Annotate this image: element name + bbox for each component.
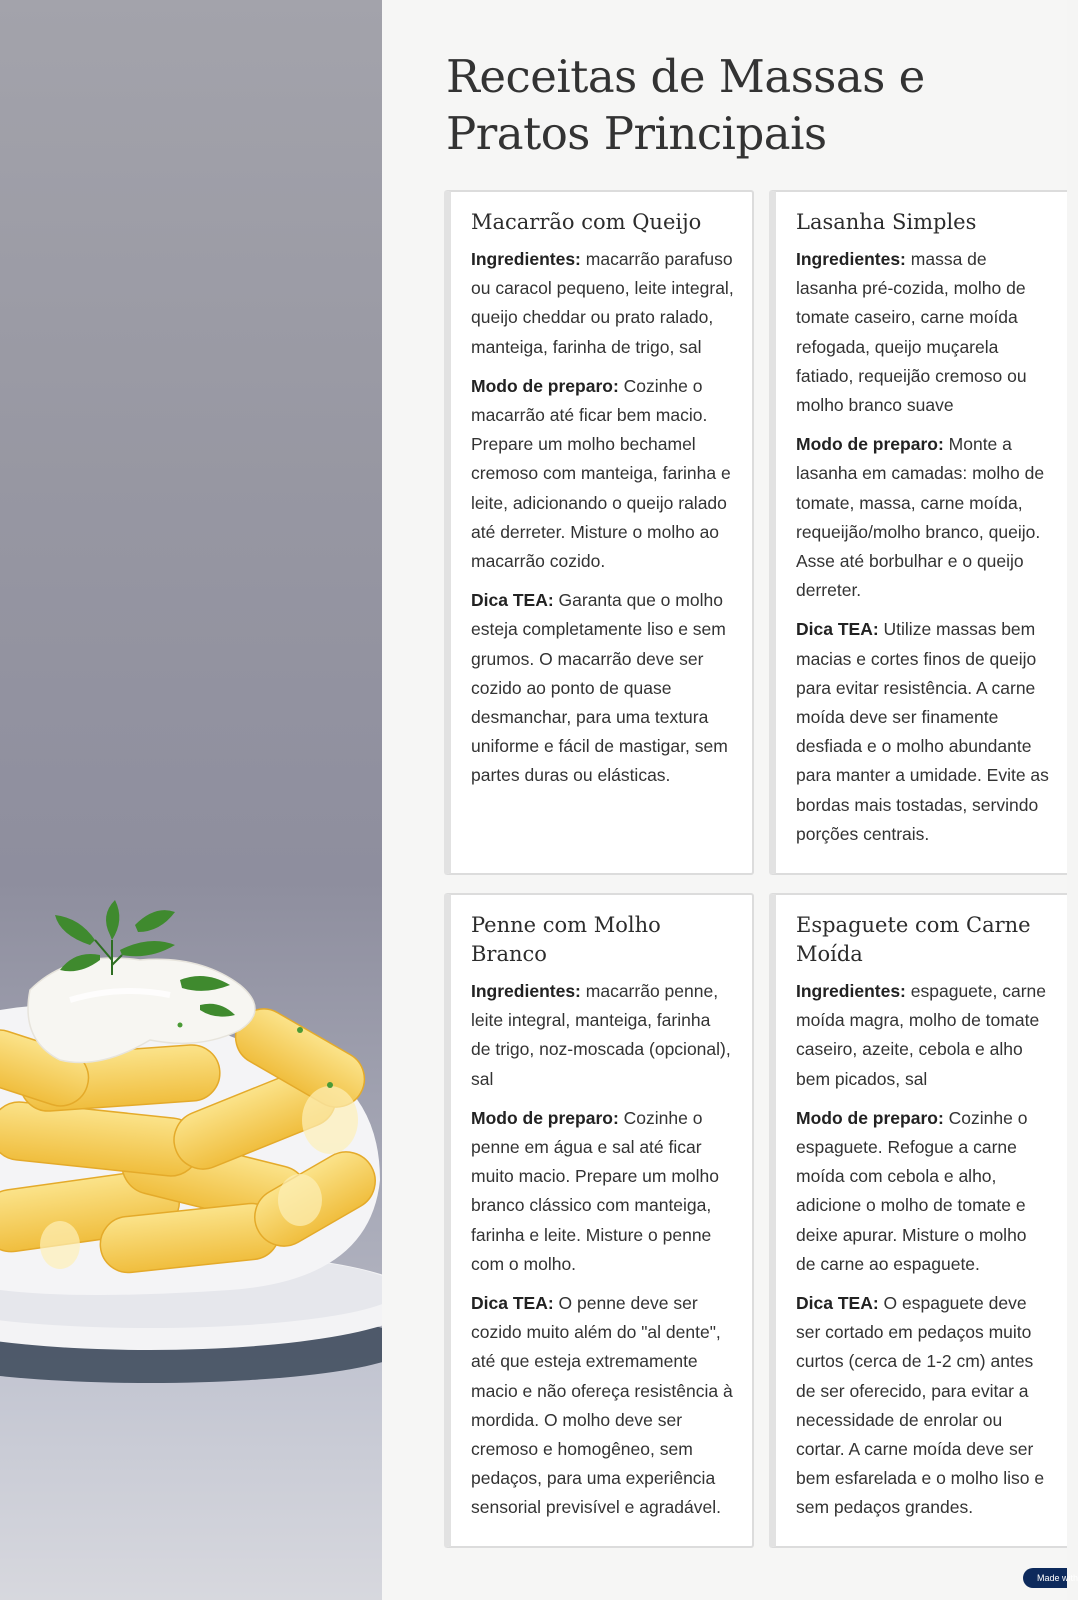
method-text: Cozinhe o espaguete. Refogue a carne moída com cebola e alho, adicione o molho de tomate e deixe apurar. Misture o molho de carne ao espaguete. bbox=[796, 1107, 1028, 1274]
tip-label: Dica TEA: bbox=[796, 1293, 879, 1314]
ingredients-text: massa de lasanha pré-cozida, molho de tomate caseiro, carne moída refogada, queijo muçarela fatiado, requeijão cremoso ou molho branco suave bbox=[796, 249, 1027, 416]
recipe-title: Penne com Molho Branco bbox=[471, 913, 661, 966]
method-text: Monte a lasanha em camadas: molho de tomate, massa, carne moída, requeijão/molho branco, queijo. Asse até borbulhar e o queijo derreter. bbox=[796, 434, 1045, 601]
recipe-card-penne-com-molho-branco bbox=[444, 893, 754, 1548]
recipe-ingredients bbox=[471, 977, 734, 1094]
method-text: Cozinhe o penne em água e sal até ficar muito macio. Prepare um molho branco clássico com manteiga, farinha e leite. Misture o penne com o molho. bbox=[471, 1107, 720, 1274]
method-label: Modo de preparo: bbox=[471, 375, 619, 396]
ingredients-text: espaguete, carne moída magra, molho de tomate caseiro, azeite, cebola e alho bem picados, sal bbox=[796, 981, 1047, 1089]
recipe-tip bbox=[471, 1289, 734, 1523]
recipe-title: Macarrão com Queijo bbox=[471, 210, 702, 234]
recipe-tip bbox=[471, 586, 734, 790]
recipe-tip bbox=[796, 1289, 1049, 1523]
ingredients-label: Ingredientes: bbox=[796, 981, 906, 1001]
pasta-dish-image bbox=[0, 0, 382, 1600]
recipes-panel bbox=[382, 0, 1067, 1600]
method-label: Modo de preparo: bbox=[471, 1107, 619, 1128]
method-text: Cozinhe o macarrão até ficar bem macio. Prepare um molho bechamel cremoso com manteiga, farinha e leite, adicionando o queijo ralado até derreter. Misture o molho ao macarrão cozido. bbox=[471, 375, 731, 572]
ingredients-label: Ingredientes: bbox=[471, 981, 581, 1001]
recipe-method bbox=[471, 372, 734, 576]
recipe-tip bbox=[796, 615, 1049, 849]
tip-text: O espaguete deve ser cortado em pedaços muito curtos (cerca de 1-2 cm) antes de ser oferecido, para evitar a necessidade de enrolar ou cortar. A carne moída deve ser bem esfarelada e o molho liso e sem pedaços grandes. bbox=[796, 1293, 1045, 1518]
recipe-ingredients bbox=[796, 245, 1049, 420]
recipe-title: Lasanha Simples bbox=[796, 210, 977, 234]
tip-label: Dica TEA: bbox=[471, 1293, 554, 1314]
ingredients-label: Ingredientes: bbox=[471, 249, 581, 269]
method-label: Modo de preparo: bbox=[796, 434, 944, 455]
recipe-title: Espaguete com Carne Moída bbox=[796, 913, 1031, 966]
tip-text: Garanta que o molho esteja completamente liso e sem grumos. O macarrão deve ser cozido ao ponto de quase desmanchar, para uma textura uniforme e fácil de mastigar, sem partes duras ou elásticas. bbox=[471, 590, 728, 786]
tip-text: Utilize massas bem macias e cortes finos de queijo para evitar resistência. A carne moída deve ser finamente desfiada e o molho abundante para manter a umidade. Evite as bordas mais tostadas, servindo porções centrais. bbox=[796, 619, 1049, 844]
made-with-badge[interactable]: Made with bbox=[1023, 1568, 1067, 1588]
page-title: Receitas de Massas e Pratos Principais bbox=[446, 50, 925, 160]
ingredients-text: macarrão parafuso ou caracol pequeno, leite integral, queijo cheddar ou prato ralado, manteiga, farinha de trigo, sal bbox=[471, 249, 734, 357]
pasta-plate-illustration bbox=[0, 0, 382, 1600]
recipe-ingredients bbox=[471, 245, 734, 362]
tip-label: Dica TEA: bbox=[796, 619, 879, 640]
recipe-method bbox=[796, 430, 1049, 605]
recipe-card-macarrao-com-queijo bbox=[444, 190, 754, 875]
tip-text: O penne deve ser cozido muito além do "al dente", até que esteja extremamente macio e não ofereça resistência à mordida. O molho deve ser cremoso e homogêneo, sem pedaços, para uma experiência sensorial previsível e agradável. bbox=[471, 1293, 733, 1518]
method-label: Modo de preparo: bbox=[796, 1107, 944, 1128]
ingredients-label: Ingredientes: bbox=[796, 249, 906, 269]
recipe-ingredients bbox=[796, 977, 1049, 1094]
recipe-card-lasanha-simples bbox=[769, 190, 1067, 875]
ingredients-text: macarrão penne, leite integral, manteiga, farinha de trigo, noz-moscada (opcional), sal bbox=[471, 981, 731, 1089]
recipe-method bbox=[471, 1104, 734, 1279]
recipe-card-espaguete-com-carne-moida bbox=[769, 893, 1067, 1548]
recipe-method bbox=[796, 1104, 1049, 1279]
tip-label: Dica TEA: bbox=[471, 590, 554, 611]
